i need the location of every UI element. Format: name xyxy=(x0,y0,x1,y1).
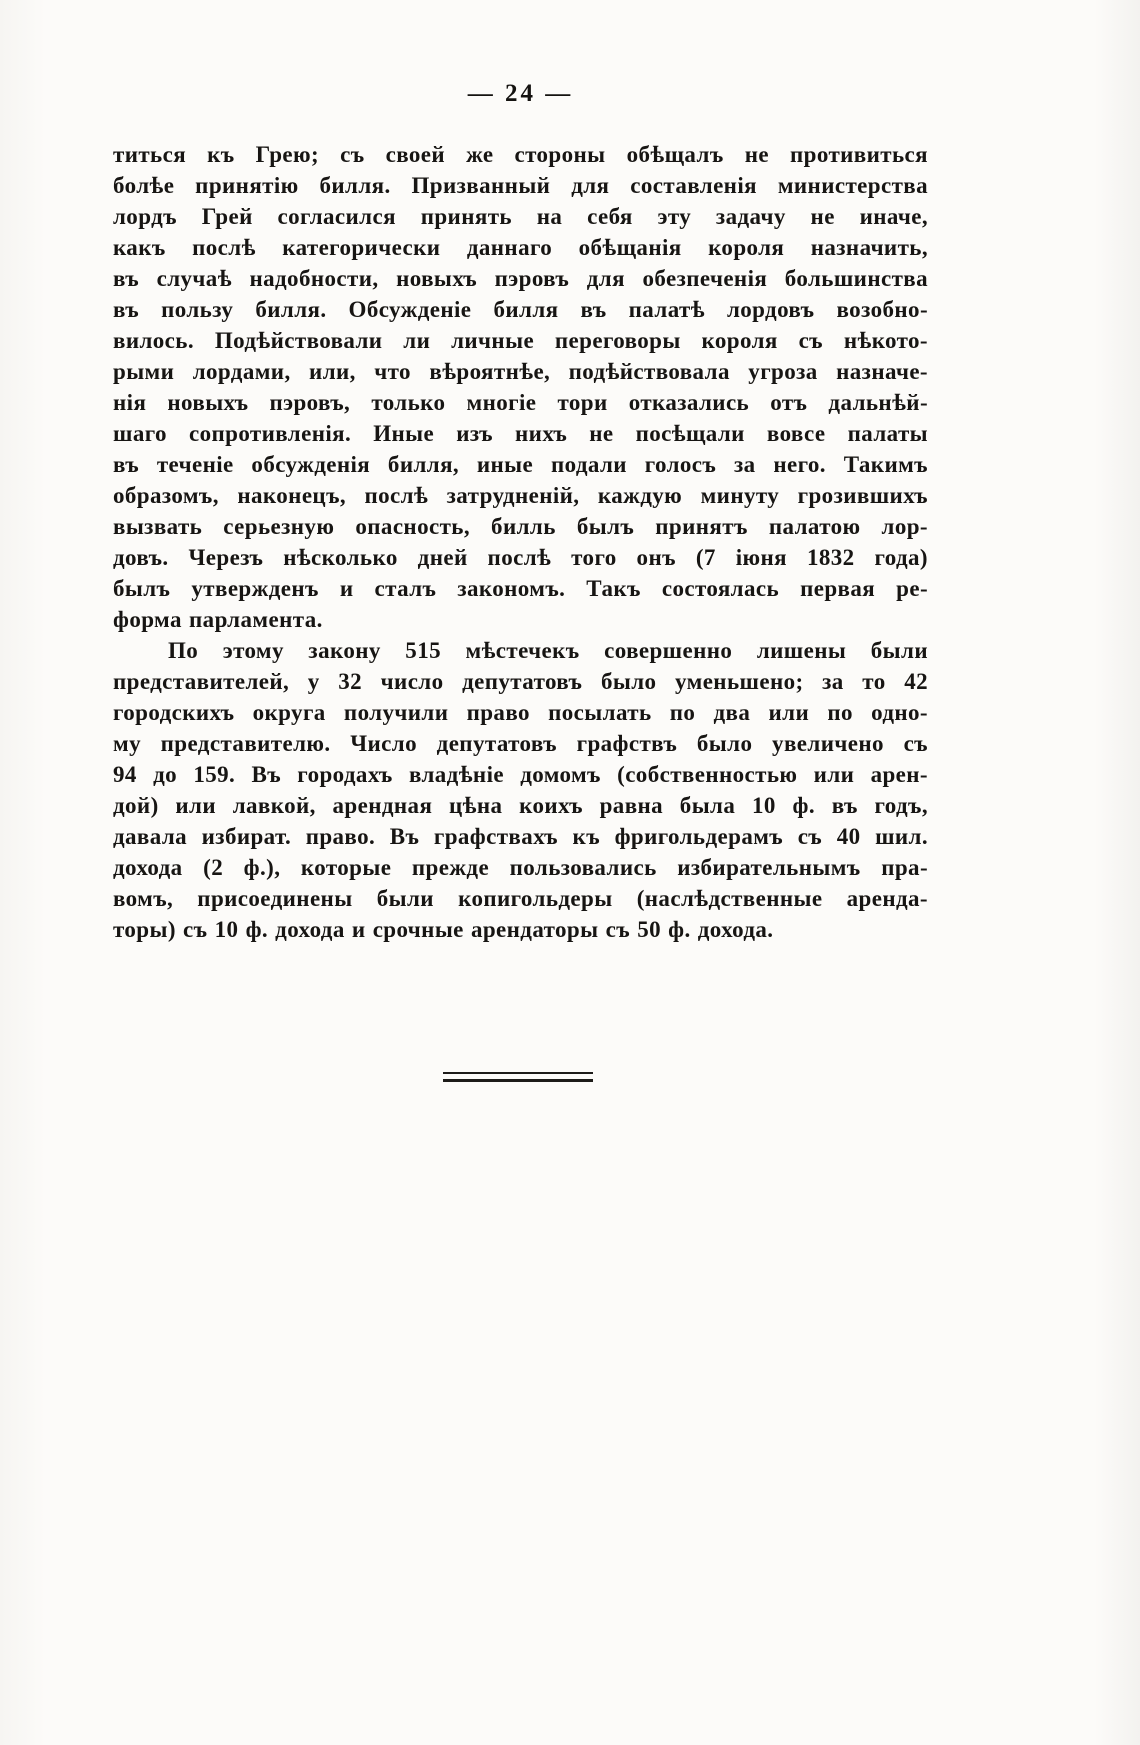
text-line: дохода (2 ф.), которые прежде пользовались избирательнымъ пра- xyxy=(113,855,928,880)
page-number: — 24 — xyxy=(467,80,574,107)
text-line: титься къ Грею; съ своей же стороны обѣщалъ не противиться xyxy=(113,142,928,167)
text-line: вомъ, присоединены были копигольдеры (наслѣдственные аренда- xyxy=(113,886,928,911)
text-line: нія новыхъ пэровъ, только многіе тори отказались отъ дальнѣй- xyxy=(113,390,928,415)
text-line: вилось. Подѣйствовали ли личные переговоры короля съ нѣкото- xyxy=(113,328,928,353)
text-line: вызвать серьезную опасность, билль былъ принятъ палатою лор- xyxy=(113,514,928,539)
text-line: дой) или лавкой, арендная цѣна коихъ равна была 10 ф. въ годъ, xyxy=(113,793,928,818)
text-line: болѣе принятію билля. Призванный для составленія министерства xyxy=(113,173,928,198)
text-line: въ пользу билля. Обсужденіе билля въ палатѣ лордовъ возобно- xyxy=(113,297,928,322)
text-line: лордъ Грей согласился принять на себя эту задачу не иначе, xyxy=(113,204,928,229)
text-line: городскихъ округа получили право посылать по два или по одно- xyxy=(113,700,928,725)
paragraph xyxy=(113,139,928,635)
text-line: шаго сопротивленія. Иные изъ нихъ не посѣщали вовсе палаты xyxy=(113,421,928,446)
paragraph xyxy=(113,635,928,945)
text-line: въ теченіе обсужденія билля, иные подали голосъ за него. Такимъ xyxy=(113,452,928,477)
text-line: форма парламента. xyxy=(113,607,323,632)
text-line: довъ. Черезъ нѣсколько дней послѣ того онъ (7 іюня 1832 года) xyxy=(113,545,928,570)
text-line: му представителю. Число депутатовъ графствъ было увеличено съ xyxy=(113,731,928,756)
text-line: представителей, у 32 число депутатовъ было уменьшено; за то 42 xyxy=(113,669,928,694)
text-line: 94 до 159. Въ городахъ владѣніе домомъ (собственностью или арен- xyxy=(113,762,928,787)
text-line: былъ утвержденъ и сталъ закономъ. Такъ состоялась первая ре- xyxy=(113,576,928,601)
text-line: въ случаѣ надобности, новыхъ пэровъ для обезпеченія большинства xyxy=(113,266,928,291)
text-line: давала избират. право. Въ графствахъ къ фригольдерамъ съ 40 шил. xyxy=(113,824,928,849)
body-text xyxy=(113,139,928,945)
section-divider xyxy=(443,1072,593,1082)
text-line: рыми лордами, или, что вѣроятнѣе, подѣйствовала угроза назначе- xyxy=(113,359,928,384)
text-line: какъ послѣ категорически даннаго обѣщанія короля назначить, xyxy=(113,235,928,260)
text-line: торы) съ 10 ф. дохода и срочные арендаторы съ 50 ф. дохода. xyxy=(113,917,774,942)
text-line: По этому закону 515 мѣстечекъ совершенно лишены были xyxy=(168,638,928,663)
text-line: образомъ, наконецъ, послѣ затрудненій, каждую минуту грозившихъ xyxy=(113,483,928,508)
